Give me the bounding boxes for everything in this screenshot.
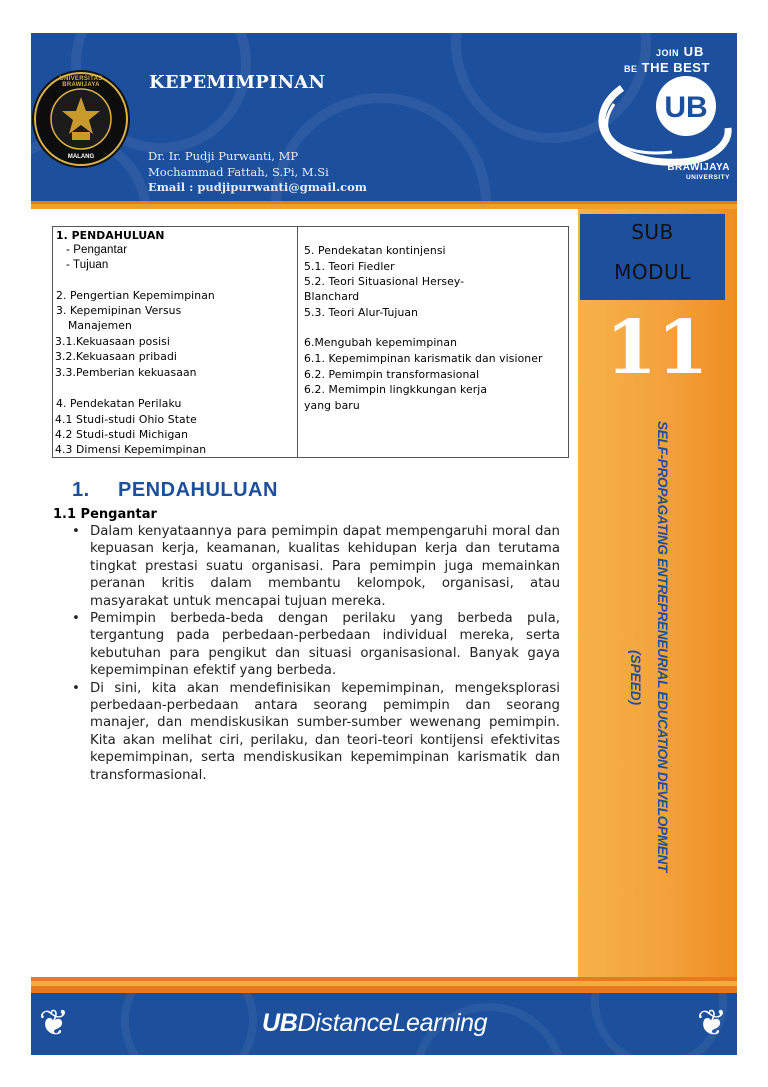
toc-left-item: 4.2 Studi-studi Michigan	[55, 428, 189, 441]
toc-right-item: 5. Pendekatan kontinjensi	[304, 244, 446, 257]
author-2: Mochammad Fattah, S.Pi, M.Si	[148, 165, 329, 179]
author-1: Dr. Ir. Pudji Purwanti, MP	[148, 149, 299, 163]
sub-label: SUB	[631, 220, 674, 244]
right-ornament-icon: ❦	[696, 1002, 728, 1043]
toc-divider	[297, 226, 298, 458]
ub-brawijaya-text: BRAWIJAYA UNIVERSITY	[667, 162, 730, 181]
toc-right-item: 5.1. Teori Fiedler	[304, 260, 395, 273]
list-item: • Dalam kenyataannya para pemimpin dapat mempengaruhi moral dan kepuasan kerja, keamanan, kualitas kehidupan kerja dan terutama tingkat prestasi suatu organisasi. Para pemimpin juga memainkan peranan kritis dalam membantu kelompok, organisasi, atau masyarakat untuk mencapai tujuan mereka.	[72, 524, 560, 609]
footer-brand: UBDistanceLearning	[262, 1009, 488, 1037]
seal-city: MALANG	[67, 154, 95, 160]
module-number: 11	[605, 305, 709, 391]
toc-left-item: 3.2.Kekuasaan pribadi	[55, 350, 178, 363]
document-title: KEPEMIMPINAN	[149, 72, 326, 93]
ub-logo	[592, 66, 732, 174]
ub-logo-mark: UB	[664, 91, 708, 124]
subsection-heading: 1.1 Pengantar	[53, 507, 157, 522]
ub-join-text: JOIN UB	[656, 44, 705, 59]
author-email: Email : pudjipurwanti@gmail.com	[148, 180, 367, 194]
toc-left-item: - Pengantar	[66, 244, 128, 256]
section-heading: 1. PENDAHULUAN	[72, 479, 278, 501]
vertical-program-abbr: (SPEED)	[628, 650, 643, 706]
toc-right-item: 6.2. Pemimpin transformasional	[304, 368, 480, 381]
seal-text: UNIVERSITAS BRAWIJAYA	[59, 76, 103, 88]
toc-left-item: 4.3 Dimensi Kepemimpinan	[55, 443, 207, 456]
header-orange-accent	[31, 201, 737, 204]
left-ornament-icon: ❦	[38, 1002, 70, 1043]
ub-be-the-best-text: BE THE BEST	[624, 60, 710, 75]
toc-right-item: Blanchard	[304, 290, 360, 303]
toc-right-item: 5.2. Teori Situasional Hersey-	[304, 275, 465, 288]
bullet-list	[72, 523, 560, 784]
toc-left-item: 4.1 Studi-studi Ohio State	[55, 413, 197, 426]
toc-left-item: 3. Kepemipinan Versus	[56, 304, 182, 317]
toc-left-item: 4. Pendekatan Perilaku	[56, 397, 182, 410]
toc-right-item: 6.Mengubah kepemimpinan	[304, 336, 458, 349]
toc-left-item: 3.3.Pemberian kekuasaan	[55, 366, 197, 379]
toc-left-item: 3.1.Kekuasaan posisi	[55, 335, 171, 348]
toc-left-item: - Tujuan	[66, 259, 109, 271]
vertical-program-title: SELF-PROPAGATING ENTREPRENEURIAL EDUCATION DEVELOPMENT	[655, 421, 670, 873]
toc-right-item: 6.1. Kepemimpinan karismatik dan visioner	[304, 352, 543, 365]
list-item: • Pemimpin berbeda-beda dengan perilaku yang berbeda pula, tergantung pada perbedaan-perbedaan individual mereka, serta kebutuhan para pengikut dan situasi organisasional. Banyak gaya kepemimpinan efektif yang berbeda.	[72, 611, 560, 679]
footer-orange-accent	[31, 981, 737, 986]
list-item: • Di sini, kita akan mendefinisikan kepemimpinan, mengeksplorasi perbedaan-perbedaan antara seorang pemimpin dan seorang manajer, dan mendiskusikan sumber-sumber wewenang pemimpin. Kita akan melihat ciri, perilaku, dan teori-teori kontijensi efektivitas kepemimpinan, serta mendiskusikan kepemimpinan karismatik dan transformasional.	[72, 680, 560, 783]
toc-right-item: yang baru	[304, 399, 360, 412]
toc-left-item: 1. PENDAHULUAN	[56, 229, 165, 242]
university-seal-logo	[32, 70, 130, 168]
toc-right-item: 6.2. Memimpin lingkkungan kerja	[304, 383, 488, 396]
toc-left-item: 2. Pengertian Kepemimpinan	[56, 289, 215, 302]
toc-left-item: Manajemen	[68, 319, 132, 332]
modul-label: MODUL	[614, 260, 691, 284]
toc-right-item: 5.3. Teori Alur-Tujuan	[304, 306, 419, 319]
